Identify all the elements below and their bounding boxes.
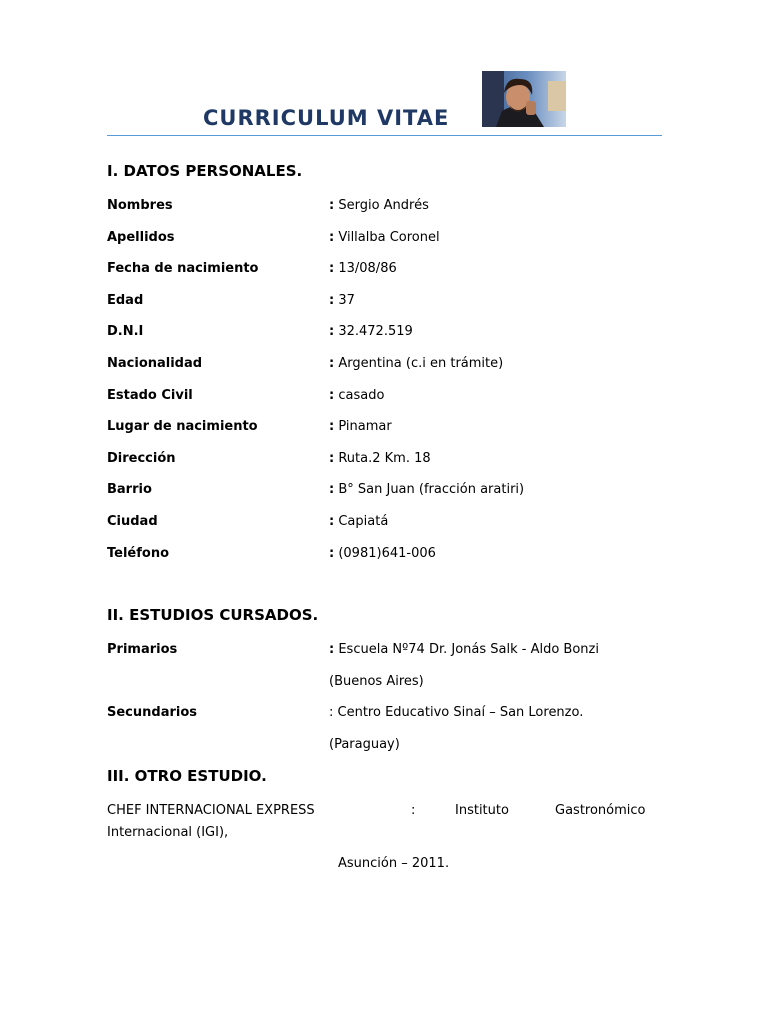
document-title: CURRICULUM VITAE — [203, 106, 450, 130]
personal-value — [329, 230, 440, 245]
course-colon: : — [411, 803, 416, 818]
personal-value-text: Pinamar — [338, 419, 392, 434]
primary-school: Escuela Nº74 Dr. Jonás Salk - Aldo Bonzi — [338, 642, 599, 657]
separator: : — [329, 546, 335, 561]
personal-value — [329, 356, 503, 371]
separator: : — [329, 324, 335, 339]
gastronomic-word: Gastronómico — [555, 803, 646, 818]
personal-value — [329, 546, 436, 561]
personal-label: Apellidos — [107, 230, 175, 245]
primary-label: Primarios — [107, 642, 178, 657]
separator: : — [329, 451, 335, 466]
personal-value — [329, 451, 431, 466]
personal-value — [329, 514, 388, 529]
personal-value-text: Ruta.2 Km. 18 — [338, 451, 431, 466]
separator: : — [329, 293, 335, 308]
personal-value — [329, 482, 524, 497]
personal-value — [329, 198, 429, 213]
personal-label: Edad — [107, 293, 144, 308]
personal-value — [329, 388, 384, 403]
institute-line2: Internacional (IGI), — [107, 825, 229, 840]
personal-value-text: 32.472.519 — [338, 324, 413, 339]
personal-label: Lugar de nacimiento — [107, 419, 258, 434]
section-heading-other: III. OTRO ESTUDIO. — [107, 767, 267, 785]
section-heading-studies: II. ESTUDIOS CURSADOS. — [107, 606, 319, 624]
secondary-place: (Paraguay) — [329, 737, 400, 752]
profile-photo — [482, 71, 566, 127]
separator: : — [329, 642, 335, 657]
section-heading-personal: I. DATOS PERSONALES. — [107, 162, 303, 180]
personal-value-text: 37 — [338, 293, 355, 308]
secondary-label: Secundarios — [107, 705, 198, 720]
personal-label: Nacionalidad — [107, 356, 203, 371]
separator: : — [329, 261, 335, 276]
personal-value-text: B° San Juan (fracción aratiri) — [338, 482, 525, 497]
personal-label: Nombres — [107, 198, 173, 213]
course-name: CHEF INTERNACIONAL EXPRESS — [107, 803, 315, 818]
personal-value-text: Villalba Coronel — [338, 230, 440, 245]
personal-value-text: casado — [338, 388, 385, 403]
title-divider — [107, 135, 662, 136]
personal-value-text: Argentina (c.i en trámite) — [338, 356, 504, 371]
personal-label: D.N.I — [107, 324, 144, 339]
course-place-year: Asunción – 2011. — [338, 856, 450, 871]
personal-label: Dirección — [107, 451, 176, 466]
personal-value-text: (0981)641-006 — [338, 546, 436, 561]
institute-word: Instituto — [455, 803, 509, 818]
primary-place: (Buenos Aires) — [329, 674, 424, 689]
secondary-value: : Centro Educativo Sinaí – San Lorenzo. — [329, 705, 584, 720]
personal-value-text: 13/08/86 — [338, 261, 397, 276]
separator: : — [329, 198, 335, 213]
personal-label: Fecha de nacimiento — [107, 261, 259, 276]
personal-label: Ciudad — [107, 514, 158, 529]
separator: : — [329, 230, 335, 245]
separator: : — [329, 419, 335, 434]
personal-value — [329, 324, 413, 339]
personal-value-text: Sergio Andrés — [338, 198, 429, 213]
personal-value — [329, 419, 392, 434]
separator: : — [329, 356, 335, 371]
personal-label: Barrio — [107, 482, 152, 497]
personal-value — [329, 293, 355, 308]
separator: : — [329, 482, 335, 497]
personal-value — [329, 261, 397, 276]
separator: : — [329, 514, 335, 529]
personal-value-text: Capiatá — [338, 514, 389, 529]
separator: : — [329, 388, 335, 403]
personal-label: Teléfono — [107, 546, 170, 561]
primary-value — [329, 642, 599, 657]
personal-label: Estado Civil — [107, 388, 193, 403]
